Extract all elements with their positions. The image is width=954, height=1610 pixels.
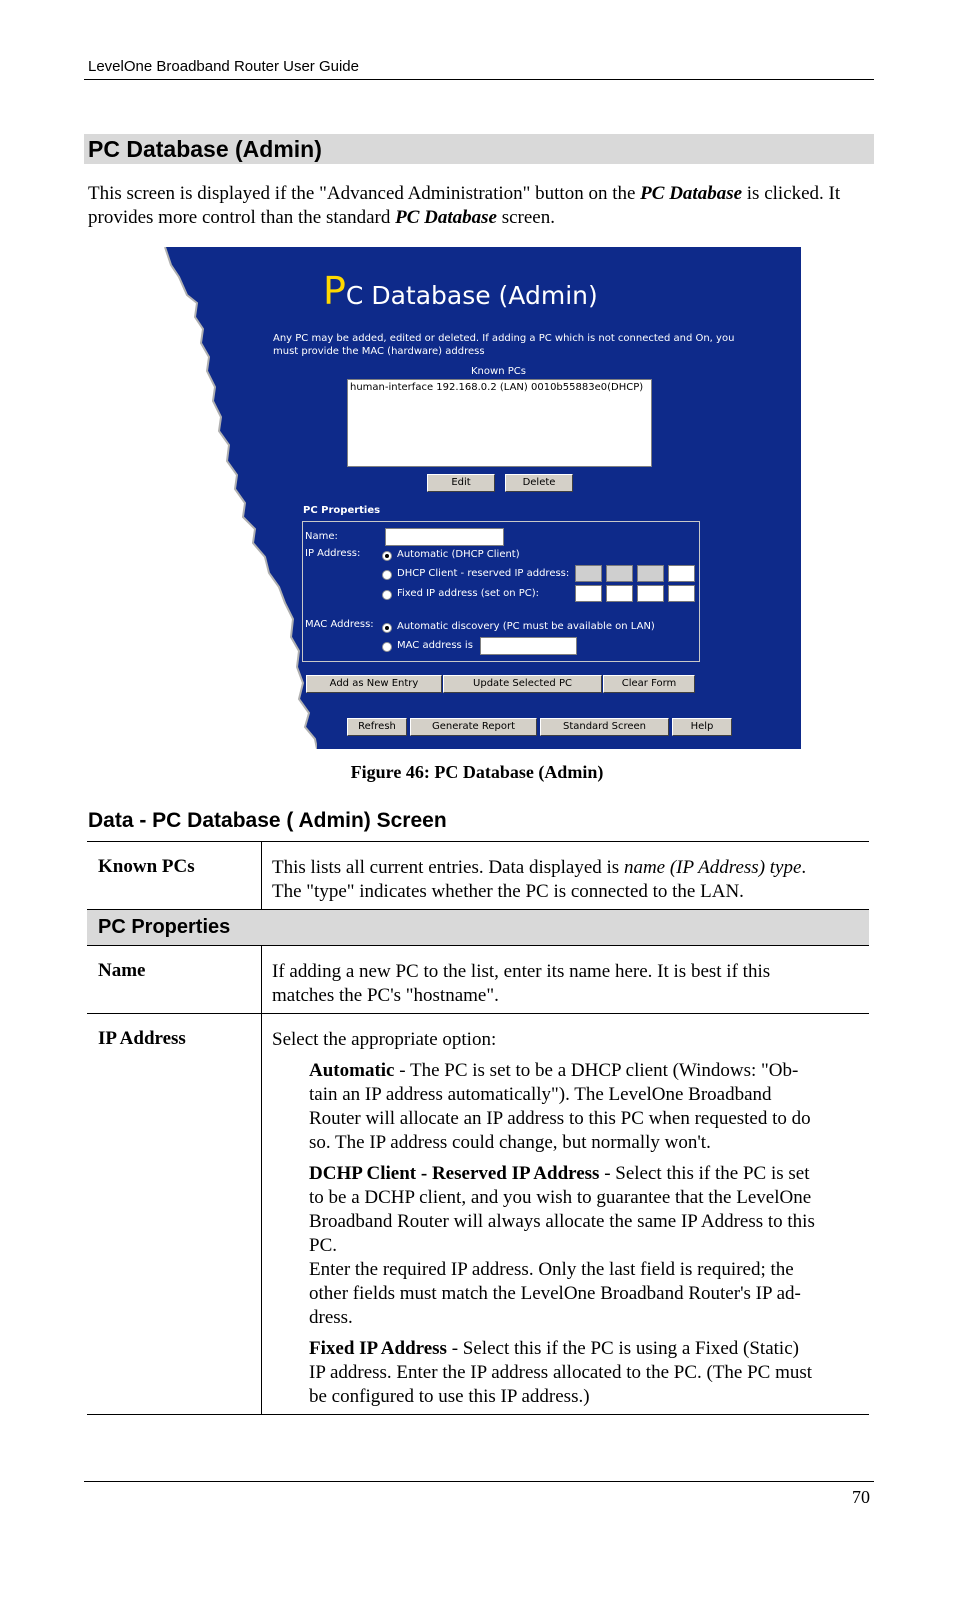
screen-description-line2: must provide the MAC (hardware) address <box>273 346 485 357</box>
ip-fixed-label: Fixed IP address (set on PC): <box>397 588 539 599</box>
screen-title <box>323 269 598 313</box>
fixed-ip-octet-3[interactable] <box>637 585 664 602</box>
ip-reserved-description <box>309 1162 869 1330</box>
ip-address-row-intro: Select the appropriate option: <box>272 1029 497 1050</box>
ip-reserved-radio[interactable] <box>382 570 392 580</box>
ip-automatic-line-1: - The PC is set to be a DHCP client (Windows: "Ob- <box>394 1060 799 1081</box>
ip-automatic-line-4: so. The IP address could change, but normally won't. <box>309 1132 711 1153</box>
ip-automatic-label: Automatic (DHCP Client) <box>397 549 520 560</box>
name-row-line-1: If adding a new PC to the list, enter its name here. It is best if this <box>272 961 771 982</box>
footer-rule <box>84 1481 874 1482</box>
mac-automatic-label: Automatic discovery (PC must be available on LAN) <box>397 621 655 632</box>
refresh-button[interactable]: Refresh <box>347 718 407 736</box>
screen-description-line1: Any PC may be added, edited or deleted. If adding a PC which is not connected and On, you <box>273 333 735 344</box>
reserved-ip-octet-1[interactable] <box>575 565 602 582</box>
fixed-ip-octet-2[interactable] <box>606 585 633 602</box>
mac-automatic-radio[interactable] <box>382 623 392 633</box>
standard-screen-button[interactable]: Standard Screen <box>540 718 669 736</box>
intro-emphasis-2: PC Database <box>395 207 497 228</box>
ip-fixed-description <box>309 1337 869 1409</box>
ip-fixed-line-3: be configured to use this IP address.) <box>309 1386 590 1407</box>
ip-fixed-radio[interactable] <box>382 590 392 600</box>
screen-title-rest: C Database (Admin) <box>345 281 598 310</box>
ip-automatic-line-3: Router will allocate an IP address to this PC when requested to do <box>309 1108 811 1129</box>
name-row-line-2: matches the PC's "hostname". <box>272 985 499 1006</box>
known-pcs-label: Known PCs <box>471 366 526 377</box>
name-row-label: Name <box>98 960 146 981</box>
table-rule-2 <box>87 909 869 910</box>
ip-fixed-line-2: IP address. Enter the IP address allocated to the PC. (The PC must <box>309 1362 813 1383</box>
table-column-rule-2 <box>261 945 262 1414</box>
known-pcs-line-2: The "type" indicates whether the PC is connected to the LAN. <box>272 881 744 902</box>
name-label: Name: <box>305 531 338 542</box>
ip-automatic-line-2: tain an IP address automatically"). The LevelOne Broadband <box>309 1084 772 1105</box>
ip-reserved-line-3: Broadband Router will always allocate the same IP Address to this <box>309 1211 815 1232</box>
page-number: 70 <box>852 1487 870 1507</box>
help-button[interactable]: Help <box>672 718 732 736</box>
section-title: PC Database (Admin) <box>88 136 322 162</box>
ip-fixed-term: Fixed IP Address <box>309 1338 447 1359</box>
add-new-entry-button[interactable]: Add as New Entry <box>306 675 442 693</box>
pc-properties-row-label: PC Properties <box>98 916 231 938</box>
pc-database-admin-screenshot <box>157 247 801 749</box>
table-rule-3 <box>87 945 869 946</box>
fixed-ip-octet-4[interactable] <box>668 585 695 602</box>
mac-manual-label: MAC address is <box>397 640 473 651</box>
intro-paragraph <box>88 182 868 230</box>
mac-address-input[interactable] <box>480 637 577 655</box>
ip-automatic-term: Automatic <box>309 1060 395 1081</box>
screen-title-initial: P <box>323 269 346 313</box>
mac-manual-radio[interactable] <box>382 642 392 652</box>
known-pcs-row-text <box>272 856 862 904</box>
ip-automatic-radio[interactable] <box>382 551 392 561</box>
update-selected-pc-button[interactable]: Update Selected PC <box>443 675 602 693</box>
name-row-text <box>272 960 862 1008</box>
ip-reserved-term: DCHP Client - Reserved IP Address <box>309 1163 600 1184</box>
ip-fixed-line-1: - Select this if the PC is using a Fixed (Static) <box>446 1338 799 1359</box>
ip-reserved-label: DHCP Client - reserved IP address: <box>397 568 570 579</box>
intro-text-3: screen. <box>496 207 555 228</box>
table-rule-4 <box>87 1013 869 1014</box>
reserved-ip-octet-3[interactable] <box>637 565 664 582</box>
name-input[interactable] <box>385 528 504 546</box>
ip-reserved-line-6: other fields must match the LevelOne Broadband Router's IP ad- <box>309 1283 801 1304</box>
data-section-title: Data - PC Database ( Admin) Screen <box>88 809 447 832</box>
intro-emphasis-1: PC Database <box>640 183 743 204</box>
ip-address-row-label: IP Address <box>98 1028 186 1049</box>
edit-button[interactable]: Edit <box>427 474 495 492</box>
running-header: LevelOne Broadband Router User Guide <box>88 58 359 75</box>
ip-reserved-line-2: to be a DCHP client, and you wish to guarantee that the LevelOne <box>309 1187 812 1208</box>
header-rule <box>84 79 874 80</box>
ip-reserved-line-5: Enter the required IP address. Only the last field is required; the <box>309 1259 794 1280</box>
known-pcs-text-2: . <box>801 857 807 878</box>
known-pcs-row-label: Known PCs <box>98 856 195 877</box>
ip-reserved-line-7: dress. <box>309 1307 353 1328</box>
clear-form-button[interactable]: Clear Form <box>603 675 695 693</box>
intro-text-1: This screen is displayed if the "Advanced Administration" button on the <box>88 183 641 204</box>
figure-caption: Figure 46: PC Database (Admin) <box>350 762 604 782</box>
torn-edge-graphic <box>157 247 317 749</box>
known-pcs-italic: name (IP Address) type <box>623 857 802 878</box>
reserved-ip-octet-4[interactable] <box>668 565 695 582</box>
ip-automatic-description <box>309 1059 869 1155</box>
known-pcs-listbox[interactable] <box>347 379 652 467</box>
known-pcs-entry[interactable]: human-interface 192.168.0.2 (LAN) 0010b55883e0(DHCP) <box>350 382 644 393</box>
delete-button[interactable]: Delete <box>505 474 573 492</box>
ip-reserved-line-4: PC. <box>309 1235 337 1256</box>
table-bottom-rule <box>87 1414 869 1415</box>
mac-address-label: MAC Address: <box>305 619 374 630</box>
table-column-rule-1 <box>261 841 262 910</box>
table-top-rule <box>87 841 869 842</box>
generate-report-button[interactable]: Generate Report <box>410 718 537 736</box>
pc-properties-label: PC Properties <box>303 505 381 516</box>
ip-address-label: IP Address: <box>305 548 361 559</box>
reserved-ip-octet-2[interactable] <box>606 565 633 582</box>
ip-reserved-line-1: - Select this if the PC is set <box>599 1163 810 1184</box>
known-pcs-text-1: This lists all current entries. Data displayed is <box>272 857 624 878</box>
fixed-ip-octet-1[interactable] <box>575 585 602 602</box>
intro-text-2: is clicked. It provides more control than the standard <box>88 183 841 228</box>
